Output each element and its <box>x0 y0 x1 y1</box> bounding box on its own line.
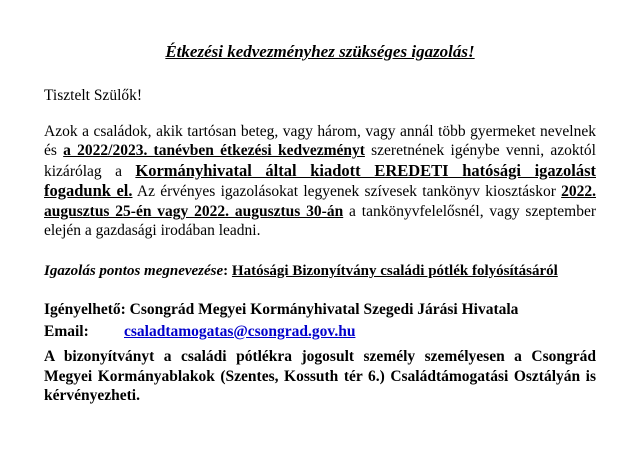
page-title: Étkezési kedvezményhez szükséges igazolás! <box>165 42 475 61</box>
paragraph-text-1: Azok a családok, akik tartósan beteg, vagy három, vagy annál több gyermeket nevelnek és <box>44 123 596 160</box>
paragraph-emphasis-original-certificate: Kormányhivatal által kiadott EREDETI hatósági igazolást fogadunk el. <box>44 160 596 201</box>
email-label: Email: <box>44 323 89 340</box>
final-note: A bizonyítványt a családi pótlékra jogosult személy személyesen a Csongrád Megyei Kormányablakok (Szentes, Kossuth tér 6.) Családtámogatási Osztályán is kérvényezheti. <box>44 348 596 405</box>
requested-from-line: Igényelhető: Csongrád Megyei Kormányhivatal Szegedi Járási Hivatala <box>44 301 519 318</box>
email-link[interactable]: csaladtamogatas@csongrad.gov.hu <box>124 323 356 340</box>
paragraph-emphasis-school-year: a 2022/2023. tanévben étkezési kedvezményt <box>63 142 365 160</box>
paragraph-emphasis-dates: 2022. augusztus 25-én vagy 2022. augusztus 30-án <box>44 183 596 220</box>
paragraph-text-4: a tankönyvfelelősnél, vagy szeptember elején a gazdasági irodában leadni. <box>44 202 596 240</box>
email-line <box>44 322 356 341</box>
main-paragraph <box>44 122 596 240</box>
greeting: Tisztelt Szülők! <box>44 87 143 104</box>
certificate-label: Igazolás pontos megnevezése <box>44 263 224 279</box>
certificate-separator: : <box>223 263 232 279</box>
certificate-name-line <box>44 262 604 281</box>
paragraph-text-2: szeretnének igénybe venni, azoktól kizárólag a <box>44 142 596 180</box>
certificate-value: Hatósági Bizonyítvány családi pótlék folyósításáról <box>231 263 558 279</box>
paragraph-text-3: Az érvényes igazolásokat legyenek szívesek tankönyv kiosztáskor <box>132 183 562 201</box>
